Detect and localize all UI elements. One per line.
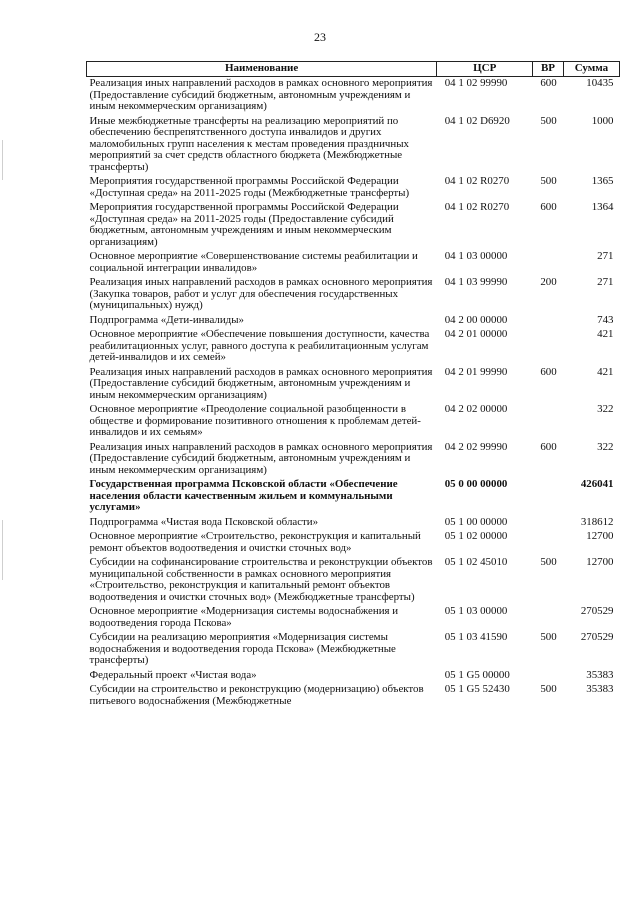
row-name-cell: Субсидии на реализацию мероприятия «Модернизация системы водоснабжения и водоотведения города Пскова» (Межбюджетные трансферты) [89, 631, 396, 666]
row-name-cell: Государственная программа Псковской области «Обеспечение населения области качественным жильем и коммунальными услугами» [89, 478, 398, 513]
row-vr-cell: 500 [540, 683, 557, 695]
row-vr-cell [533, 530, 564, 556]
row-csr-cell: 04 1 02 D6920 [444, 114, 510, 127]
row-csr-cell: 04 2 01 00000 [444, 328, 508, 340]
row-vr-cell: 600 [540, 77, 557, 89]
header-csr: ЦСР [437, 62, 533, 77]
table-row [87, 115, 620, 176]
table-row [87, 478, 620, 516]
row-csr-cell: 05 1 02 45010 [444, 556, 508, 568]
row-name-cell: Основное мероприятие «Обеспечение повышения доступности, качества реабилитационных услуг, равного доступа к реабилитационным услугам детей-инвалидов и их семей» [89, 328, 430, 363]
table-row [87, 403, 620, 441]
row-vr-cell [533, 250, 564, 276]
table-row [87, 250, 620, 276]
header-sum: Сумма [563, 62, 619, 77]
row-vr-cell: 500 [540, 631, 557, 643]
row-name-cell: Подпрограмма «Чистая вода Псковской области» [89, 515, 319, 528]
row-csr-cell: 05 1 00 00000 [444, 515, 508, 528]
table-row [87, 631, 620, 669]
row-name-cell: Субсидии на строительство и реконструкцию (модернизацию) объектов питьевого водоснабжения (Межбюджетные [89, 683, 424, 707]
table-row [87, 516, 620, 531]
row-csr-cell: 05 1 G5 00000 [444, 668, 510, 681]
table-row [87, 77, 620, 115]
row-sum-cell: 271 [597, 276, 614, 288]
table-row [87, 556, 620, 605]
row-sum-cell: 1000 [591, 114, 614, 127]
row-vr-cell [533, 328, 564, 366]
row-name-cell: Иные межбюджетные трансферты на реализацию мероприятий по обеспечению беспрепятственного доступа инвалидов и других маломобильных групп населения к местам проведения праздничных мероприятий за счет средств областного бюджета (Межбюджетные трансферты) [89, 114, 409, 173]
row-name-cell: Основное мероприятие «Модернизация системы водоснабжения и водоотведения города Пскова» [89, 605, 399, 629]
row-vr-cell: 600 [540, 365, 557, 378]
row-name-cell: Подпрограмма «Дети-инвалиды» [89, 313, 244, 326]
row-sum-cell: 322 [597, 403, 614, 415]
row-name-cell: Реализация иных направлений расходов в рамках основного мероприятия (Предоставление субсидий бюджетным, автономным учреждениям и иным некоммерческим организациям) [89, 365, 433, 401]
row-sum-cell: 318612 [580, 515, 614, 528]
row-name-cell: Основное мероприятие «Преодоление социальной разобщенности в обществе и формирование позитивного отношения к проблемам детей-инвалидов и их семьям» [89, 403, 421, 438]
header-vr: ВР [533, 62, 564, 77]
row-csr-cell: 04 2 01 99990 [444, 365, 508, 378]
row-sum-cell: 421 [597, 328, 614, 340]
row-csr-cell: 05 1 03 41590 [444, 631, 508, 643]
table-row [87, 276, 620, 314]
row-csr-cell: 04 2 00 00000 [444, 313, 508, 326]
budget-table [86, 61, 620, 709]
row-vr-cell [533, 516, 564, 531]
row-vr-cell [533, 605, 564, 631]
row-csr-cell: 04 1 02 99990 [444, 77, 508, 89]
row-sum-cell: 10435 [586, 77, 614, 89]
table-row [87, 441, 620, 479]
row-vr-cell [533, 478, 564, 516]
table-row [87, 683, 620, 709]
table-row [87, 605, 620, 631]
row-csr-cell: 04 1 02 R0270 [444, 201, 510, 213]
row-sum-cell: 271 [597, 250, 614, 262]
row-name-cell: Реализация иных направлений расходов в рамках основного мероприятия (Закупка товаров, работ и услуг для обеспечения государственных (муниципальных) нужд) [89, 276, 433, 311]
row-csr-cell: 04 1 03 99990 [444, 276, 508, 288]
row-csr-cell: 05 1 03 00000 [444, 605, 508, 617]
row-csr-cell: 04 2 02 00000 [444, 403, 508, 415]
row-vr-cell [533, 314, 564, 329]
scan-edge-mark [2, 520, 3, 580]
table-row [87, 530, 620, 556]
header-name: Наименование [87, 62, 437, 77]
row-name-cell: Основное мероприятие «Совершенствование системы реабилитации и социальной интеграции инвалидов» [89, 250, 418, 274]
row-name-cell: Основное мероприятие «Строительство, реконструкция и капитальный ремонт объектов водоотведения и очистки сточных вод» [89, 530, 421, 554]
row-csr-cell: 05 1 02 00000 [444, 530, 508, 542]
row-name-cell: Субсидии на софинансирование строительства и реконструкции объектов муниципальной собственности в рамках основного мероприятия «Строительство, реконструкция и капитальный ремонт объектов водоотведения и очистки сточных вод» (Межбюджетные трансферты) [89, 556, 433, 603]
row-vr-cell: 600 [540, 201, 557, 213]
scan-edge-mark [2, 140, 3, 180]
row-sum-cell: 12700 [586, 530, 614, 542]
row-name-cell: Мероприятия государственной программы Российской Федерации «Доступная среда» на 2011-2025 годы (Межбюджетные трансферты) [89, 175, 410, 199]
row-vr-cell: 500 [540, 175, 557, 187]
row-sum-cell: 322 [597, 440, 614, 453]
table-row [87, 175, 620, 201]
row-name-cell: Реализация иных направлений расходов в рамках основного мероприятия (Предоставление субсидий бюджетным, автономным учреждениям и иным некоммерческим организациям) [89, 77, 433, 112]
row-sum-cell: 426041 [580, 478, 614, 490]
table-row [87, 314, 620, 329]
row-sum-cell: 35383 [586, 683, 614, 695]
row-vr-cell: 500 [540, 114, 557, 127]
row-vr-cell [533, 403, 564, 441]
row-csr-cell: 04 2 02 99990 [444, 440, 508, 453]
row-sum-cell: 270529 [580, 631, 614, 643]
table-row [87, 201, 620, 250]
row-sum-cell: 12700 [586, 556, 614, 568]
row-vr-cell: 200 [540, 276, 557, 288]
table-row [87, 328, 620, 366]
row-csr-cell: 05 1 G5 52430 [444, 683, 510, 695]
table-header-row [87, 62, 620, 77]
table-row [87, 669, 620, 684]
page-number: 23 [314, 30, 326, 44]
table-body [87, 77, 620, 710]
row-sum-cell: 743 [597, 313, 614, 326]
row-csr-cell: 04 1 02 R0270 [444, 175, 510, 187]
row-sum-cell: 1365 [591, 175, 614, 187]
row-sum-cell: 1364 [591, 201, 614, 213]
row-sum-cell: 35383 [586, 668, 614, 681]
row-sum-cell: 270529 [580, 605, 614, 617]
row-csr-cell: 05 0 00 00000 [444, 478, 508, 490]
row-name-cell: Реализация иных направлений расходов в рамках основного мероприятия (Предоставление субсидий бюджетным, автономным учреждениям и иным некоммерческим организациям) [89, 440, 433, 476]
row-name-cell: Мероприятия государственной программы Российской Федерации «Доступная среда» на 2011-2025 годы (Предоставление субсидий бюджетным, автономным учреждениям и иным некоммерческим организациям) [89, 201, 399, 248]
row-vr-cell [533, 669, 564, 684]
row-vr-cell: 500 [540, 556, 557, 568]
row-csr-cell: 04 1 03 00000 [444, 250, 508, 262]
row-sum-cell: 421 [597, 365, 614, 378]
table-row [87, 366, 620, 404]
row-vr-cell: 600 [540, 440, 557, 453]
row-name-cell: Федеральный проект «Чистая вода» [89, 668, 257, 681]
